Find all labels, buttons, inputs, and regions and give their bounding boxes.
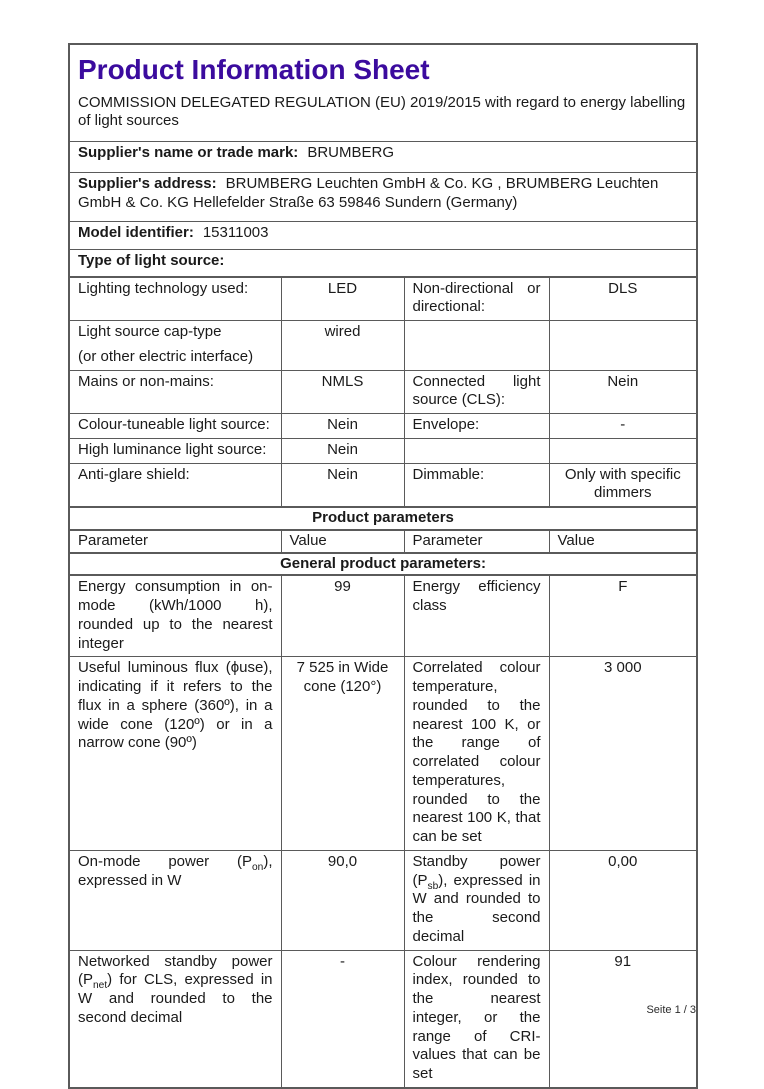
column-header: Value	[549, 530, 697, 553]
supplier-address-row	[69, 173, 697, 222]
product-parameters-title: Product parameters	[69, 507, 697, 530]
cell-value: -	[281, 950, 404, 1088]
model-identifier-row	[69, 222, 697, 250]
cell-parameter	[404, 438, 549, 463]
table-row	[69, 463, 697, 507]
cell-parameter: Colour rendering index, rounded to the nearest integer, or the range of CRI-values that can be set	[404, 950, 549, 1088]
supplier-name-label: Supplier's name or trade mark:	[78, 144, 299, 162]
cell-value	[549, 321, 697, 371]
page-title: Product Information Sheet	[78, 54, 430, 85]
document-header	[69, 44, 697, 142]
cell-value: 3 000	[549, 657, 697, 851]
cell-parameter: Energy efficiency class	[404, 575, 549, 657]
product-info-sheet	[68, 43, 696, 1089]
cap-type-line2: (or other electric interface)	[78, 347, 254, 365]
table-row	[69, 850, 697, 950]
cell-value: DLS	[549, 277, 697, 321]
cell-value: F	[549, 575, 697, 657]
cell-value	[549, 438, 697, 463]
cell-parameter: Correlated colour temperature, rounded to the nearest 100 K, or the range of correlated colour temperatures, rounded to the nearest 100 K, that can be set	[404, 657, 549, 851]
type-of-light-source-label: Type of light source:	[78, 252, 225, 270]
cell-parameter: Mains or non-mains:	[69, 370, 281, 414]
model-identifier-value: 15311003	[202, 224, 269, 242]
table-row	[69, 438, 697, 463]
cell-value: NMLS	[281, 370, 404, 414]
supplier-name-value: BRUMBERG	[307, 144, 394, 162]
cell-parameter: Connected light source (CLS):	[404, 370, 549, 414]
table-row	[69, 370, 697, 414]
supplier-address-value: BRUMBERG Leuchten GmbH & Co. KG , BRUMBERG Leuchten GmbH & Co. KG Hellefelder Straße 63 59846 Sundern (Germany)	[78, 175, 659, 211]
product-info-table	[68, 43, 698, 1089]
regulation-subtitle: COMMISSION DELEGATED REGULATION (EU) 2019/2015 with regard to energy labelling of light sources	[78, 93, 686, 130]
cell-parameter: Colour-tuneable light source:	[69, 414, 281, 439]
cell-value: LED	[281, 277, 404, 321]
column-header-row	[69, 530, 697, 553]
general-product-parameters-title: General product parameters:	[69, 553, 697, 576]
cell-value: 91	[549, 950, 697, 1088]
cell-parameter: Anti-glare shield:	[69, 463, 281, 507]
cell-value: Nein	[281, 463, 404, 507]
cell-value: Nein	[281, 438, 404, 463]
cell-value: -	[549, 414, 697, 439]
cell-parameter: High luminance light source:	[69, 438, 281, 463]
table-row	[69, 575, 697, 657]
table-row	[69, 950, 697, 1088]
column-header: Parameter	[404, 530, 549, 553]
cell-parameter: Energy consumption in on-mode (kWh/1000 h), rounded up to the nearest integer	[69, 575, 281, 657]
table-row	[69, 277, 697, 321]
cell-parameter: Useful luminous flux (ϕuse), indicating if it refers to the flux in a sphere (360º), in a wide cone (120º) or in a narrow cone (90º)	[69, 657, 281, 851]
table-row	[69, 657, 697, 851]
cell-parameter	[69, 321, 281, 371]
cell-value: 0,00	[549, 850, 697, 950]
cell-parameter: Networked standby power $(P_{net})$ for CLS, expressed in W and rounded to the second decimal	[69, 950, 281, 1088]
cell-value: wired	[281, 321, 404, 371]
column-header: Value	[281, 530, 404, 553]
cell-value: 99	[281, 575, 404, 657]
page-number: Seite 1 / 3	[646, 1004, 696, 1016]
cell-value: 90,0	[281, 850, 404, 950]
cap-type-line1: Light source cap-type	[78, 323, 222, 341]
column-header: Parameter	[69, 530, 281, 553]
cell-parameter: Non-directional or directional:	[404, 277, 549, 321]
cell-parameter: Standby power $(P_{sb})$, expressed in W and rounded to the second decimal	[404, 850, 549, 950]
supplier-address-label: Supplier's address:	[78, 175, 217, 193]
cell-value: Nein	[281, 414, 404, 439]
type-of-light-source-row	[69, 250, 697, 277]
model-identifier-label: Model identifier:	[78, 224, 194, 242]
table-row	[69, 414, 697, 439]
cell-parameter: Dimmable:	[404, 463, 549, 507]
cell-value: Only with specific dimmers	[549, 463, 697, 507]
cell-parameter: On-mode power $(P_{on})$, expressed in W	[69, 850, 281, 950]
cell-value: Nein	[549, 370, 697, 414]
cell-parameter: Envelope:	[404, 414, 549, 439]
cell-parameter: Lighting technology used:	[69, 277, 281, 321]
cell-parameter	[404, 321, 549, 371]
cell-value: 7 525 in Wide cone (120°)	[281, 657, 404, 851]
supplier-name-row	[69, 142, 697, 173]
table-row	[69, 321, 697, 371]
